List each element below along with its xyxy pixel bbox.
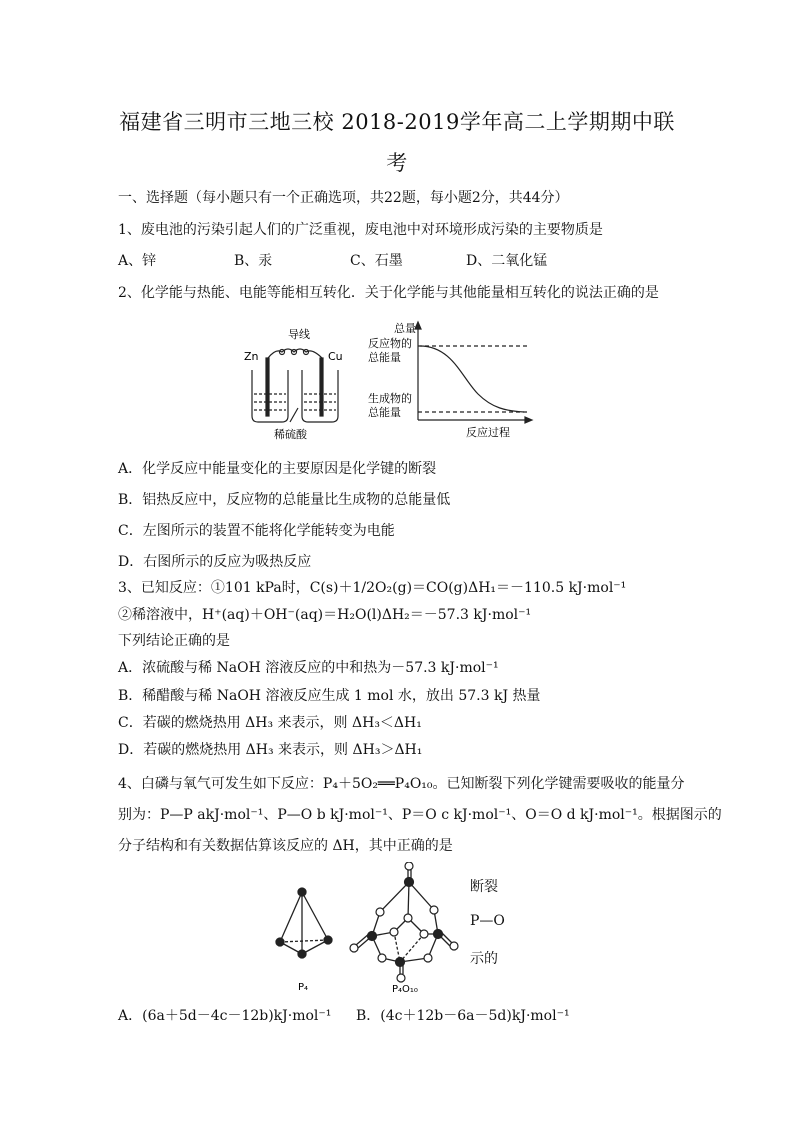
reactant-label-1: 反应物的 <box>368 337 412 350</box>
q4-line1: 4、白磷与氧气可发生如下反应：P₄＋5O₂══P₄O₁₀。已知断裂下列化学键需要吸收的能量分 <box>118 776 685 792</box>
q4-side-text-1: 断裂 <box>470 879 498 895</box>
q4-side-text-2: P—O <box>470 913 505 929</box>
q3-option-b: B．稀醋酸与稀 NaOH 溶液反应生成 1 mol 水，放出 57.3 kJ 热量 <box>118 688 541 704</box>
p4o10-structure <box>356 868 452 974</box>
q4-option-b: B．(4c＋12b－6a－5d)kJ·mol⁻¹ <box>356 1008 570 1024</box>
q1-stem: 1、废电池的污染引起人们的广泛重视，废电池中对环境形成污染的主要物质是 <box>118 222 603 238</box>
q3-option-a: A．浓硫酸与稀 NaOH 溶液反应的中和热为－57.3 kJ·mol⁻¹ <box>118 660 499 676</box>
p4-label: P₄ <box>298 982 309 993</box>
q4-options <box>118 1005 718 1025</box>
acid-label: 稀硫酸 <box>274 428 307 441</box>
zn-label: Zn <box>244 350 259 363</box>
y-axis-title: 总量 <box>394 322 416 335</box>
q2-figure <box>240 318 540 444</box>
q4-option-a: A．(6a＋5d－4c－12b)kJ·mol⁻¹ <box>118 1008 332 1024</box>
q2-option-b: B．铝热反应中，反应物的总能量比生成物的总能量低 <box>118 492 451 508</box>
wire-label: 导线 <box>288 328 310 341</box>
q4-line2: 别为：P—P akJ·mol⁻¹、P—O b kJ·mol⁻¹、P＝O c kJ·mol⁻¹、O＝O d kJ·mol⁻¹。根据图示的 <box>118 807 722 823</box>
document-title-line1: 福建省三明市三地三校 2018-2019学年高二上学期期中联 <box>119 110 675 134</box>
x-axis-title: 反应过程 <box>466 426 510 439</box>
p4o10-label: P₄O₁₀ <box>392 984 418 995</box>
q2-option-c: C．左图所示的装置不能将化学能转变为电能 <box>118 523 395 539</box>
q2-option-d: D．右图所示的反应为吸热反应 <box>118 554 312 570</box>
q1-option-a: A、锌 <box>118 253 157 269</box>
q4-line3: 分子结构和有关数据估算该反应的 ΔH，其中正确的是 <box>118 838 453 854</box>
galvanic-cell-diagram <box>252 349 338 422</box>
q3-line3: 下列结论正确的是 <box>118 633 230 649</box>
cu-label: Cu <box>328 350 343 363</box>
q4-side-text-3: 示的 <box>470 951 498 967</box>
q3-option-c: C．若碳的燃烧热用 ΔH₃ 来表示，则 ΔH₃＜ΔH₁ <box>118 715 422 731</box>
q2-stem: 2、化学能与热能、电能等能相互转化．关于化学能与其他能量相互转化的说法正确的是 <box>118 285 659 301</box>
q3-line1: 3、已知反应：①101 kPa时，C(s)＋1/2O₂(g)＝CO(g)ΔH₁＝－110.5 kJ·mol⁻¹ <box>118 580 627 596</box>
q2-option-a: A．化学反应中能量变化的主要原因是化学键的断裂 <box>118 461 437 477</box>
q1-options <box>118 250 718 270</box>
q3-line2: ②稀溶液中，H⁺(aq)＋OH⁻(aq)＝H₂O(l)ΔH₂＝－57.3 kJ·mol⁻¹ <box>118 607 532 623</box>
q1-option-d: D、二氧化锰 <box>466 253 548 269</box>
energy-diagram <box>415 322 532 423</box>
q1-option-b: B、汞 <box>234 253 273 269</box>
p4-structure <box>276 888 332 958</box>
q1-option-c: C、石墨 <box>350 253 403 269</box>
product-label-1: 生成物的 <box>368 392 412 405</box>
document-title-line2: 考 <box>386 151 408 175</box>
product-label-2: 总能量 <box>368 406 401 419</box>
q3-option-d: D．若碳的燃烧热用 ΔH₃ 来表示，则 ΔH₃＞ΔH₁ <box>118 742 423 758</box>
section-heading: 一、选择题（每小题只有一个正确选项，共22题，每小题2分，共44分） <box>118 190 569 206</box>
reactant-label-2: 总能量 <box>368 351 401 364</box>
